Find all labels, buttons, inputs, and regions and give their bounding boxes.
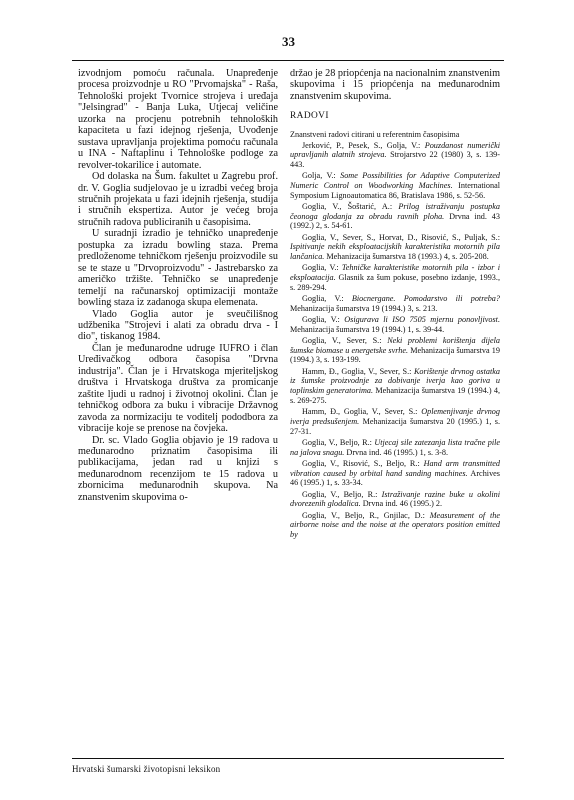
- reference-entry: [290, 490, 500, 509]
- reference-authors: Goglia, V., Beljo, R., Gnjilac, D.:: [302, 510, 425, 520]
- reference-title: Neki problemi korištenja dijela šumske biomase u energetske svrhe.: [290, 336, 501, 355]
- left-column: [78, 68, 278, 503]
- reference-title: Biocnergane. Pomodarstvo ili potreba?: [351, 294, 500, 304]
- page-number: 33: [282, 34, 295, 49]
- reference-title: Osigurava li ISO 7505 mjernu ponovljivost.: [344, 315, 500, 325]
- footer-rule: [72, 758, 504, 759]
- reference-entry: [290, 202, 500, 231]
- section-subheading: Znanstveni radovi citirani u referentnim časopisima: [290, 129, 460, 139]
- reference-title: Some Possibilities for Adaptive Computerized Numeric Control on Woodworking Machines.: [290, 171, 500, 190]
- reference-authors: Hamm, Đ., Goglia, V., Sever, S.:: [302, 407, 418, 417]
- paragraph: Dr. sc. Vlado Goglia objavio je 19 radova u međunarodno priznatim časopisima ili publikacijama, jedan rad u knjizi s međunarodnom recenzijom te 15 radova u zbornicima međunarodnih skupova. Na znanstvenim skupovima o-: [78, 434, 278, 503]
- reference-source: Drvna ind. 43 (1992.) 2, s. 54-61.: [290, 211, 500, 231]
- reference-authors: Hamm, Đ., Goglia, V., Sever, S.:: [302, 366, 412, 376]
- reference-source: Mehanizacija šumarstva 18 (1993.) 4, s. 205-208.: [326, 252, 489, 262]
- reference-title: Utjecaj sile zatezanja lista tračne pile na jalova snagu.: [290, 437, 501, 457]
- reference-authors: Goglia, V., Šoštarić, A.:: [302, 201, 393, 211]
- reference-entry: [290, 315, 500, 334]
- reference-authors: Golja, V.:: [302, 171, 336, 181]
- reference-authors: Goglia, V.:: [302, 315, 340, 325]
- paragraph: Od dolaska na Šum. fakultet u Zagrebu prof. dr. V. Goglia sudjelovao je u izradbi većeg broja stručnih projekata u fazi idejnih rješenja, studija i stručnih ekspertiza. Autor je većeg broja stručnih radova publiciranih u časopisima.: [78, 171, 278, 228]
- reference-title: Ispitivanje nekih eksploatacijskih karakteristika motornih pila lančanica.: [290, 242, 500, 262]
- right-column: [290, 68, 500, 541]
- reference-authors: Goglia, V., Sever, S.:: [302, 336, 382, 346]
- paragraph: izvodnjom pomoću računala. Unapređenje procesa proizvodnje u RO "Prvomajska" - Raša, Tehnološki projekt Tvornice strojeva i uređaja "Jelsingrad" - Banja Luka, Utjecaj veličine uzorka na procjenu potrebnih tehnoloških kapaciteta u fazi idejnog rješenja, Uvođenje sustava upravljanja projektima pomoću računala u INA - Naftaplinu i Tehnološke podloge za revolver-tokarilice i automate.: [78, 68, 278, 171]
- reference-title: Pouzdanost numerički upravljanih alatnih strojeva.: [290, 140, 501, 160]
- reference-source: Mehanizacija šumarstva 19 (1994.) 4, s. 269-275.: [290, 386, 501, 405]
- paragraph: U suradnji izradio je tehničko unapređenje postupka za izradu bowling staza. Prema predloženome tehničkom rješenju proizvodile su se te staze u "Drvoproizvodu" - Jastrebarsko za američko tržište. Tehničko se unapređenje temeljí na računarskoj optimizaciji montaže bowling staza iz zadanoga skupa elemenata.: [78, 228, 278, 309]
- reference-entry: [290, 336, 500, 365]
- reference-title: Istraživanje razine buke u okolini dvorezenih glodalica.: [290, 489, 500, 509]
- footer-text: Hrvatski šumarski životopisni leksikon: [72, 764, 221, 774]
- reference-entry: [290, 367, 500, 406]
- reference-source: Strojarstvo 22 (1980) 3, s. 139-443.: [290, 150, 500, 169]
- reference-source: Mehanizacija šumarstva 19 (1994.) 1, s. 39-44.: [290, 324, 445, 334]
- reference-entry: [290, 141, 500, 170]
- reference-authors: Goglia, V., Beljo, R.:: [302, 437, 372, 447]
- reference-source: Mehanizacija šumarstva 19 (1994.) 3, s. 193-199.: [290, 345, 500, 365]
- reference-authors: Goglia, V., Sever, S., Horvat, D., Risović, S., Puljak, S.:: [302, 232, 500, 242]
- paragraph: Član je međunarodne udruge IUFRO i član Uređivačkog odbora časopisa "Drvna industrija". Član je i Hrvatskoga mjeriteljskog društva i Hrvatskoga društva za promicanje zaštite ljudi u radnoj i životnoj okolini. Član je tehničkog odbora za buku i vibracije Državnog zavoda za normizaciju te voditelj pododbora za vibracije koje se prenose na čovjeka.: [78, 342, 278, 435]
- reference-source: Drvna ind. 46 (1995.) 1, s. 3-8.: [346, 447, 449, 457]
- reference-title: Oplemenjivanje drvnog iverja predsušenjem.: [290, 407, 500, 426]
- paragraph: Vlado Goglia autor je sveučilišnog udžbenika "Strojevi i alati za obradu drva - I dio", tiskanog 1984.: [78, 308, 278, 343]
- reference-entry: [290, 511, 500, 540]
- reference-source: Drvna ind. 46 (1995.) 2.: [362, 499, 443, 509]
- reference-authors: Jerković, P., Pesek, S., Golja, V.:: [302, 140, 421, 150]
- reference-source: Mehanizacija šumarstva 19 (1994.) 3, s. 213.: [290, 303, 438, 313]
- reference-source: Archives 46 (1995.) 1, s. 33-34.: [290, 468, 500, 488]
- reference-entry: [290, 407, 500, 436]
- paragraph: držao je 28 priopćenja na nacionalnim znanstvenim skupovima i 15 priopćenja na međunarodnim znanstvenim skupovima.: [290, 68, 500, 102]
- reference-source: Mehanizacija šumarstva 20 (1995.) 1, s. 27-31.: [290, 416, 500, 436]
- reference-source: International Symposium Lignoautomatica 86, Bratislava 1986, s. 52-56.: [290, 180, 501, 200]
- section-title: RADOVI: [290, 111, 329, 122]
- reference-title: Korištenje drvnog ostatka iz šumske proizvodnje za dobivanje iverja kao goriva u toplinskim generatorima.: [290, 366, 500, 396]
- reference-title: Measurement of the airborne noise and the noise at the operators position emitted by: [290, 510, 500, 539]
- reference-list: [290, 141, 500, 540]
- reference-title: Prilog istraživanju postupka čeonoga glodanja za obradu ravnih ploha.: [290, 201, 500, 221]
- reference-entry: [290, 263, 500, 292]
- reference-entry: [290, 233, 500, 262]
- reference-authors: Goglia, V., Risović, S., Beljo, R.:: [302, 458, 420, 468]
- reference-authors: Goglia, V., Beljo, R.:: [302, 489, 378, 499]
- reference-entry: [290, 294, 500, 313]
- reference-entry: [290, 171, 500, 200]
- reference-authors: Goglia, V.:: [302, 294, 344, 304]
- reference-entry: [290, 438, 500, 457]
- reference-source: Glasnik za šum pokuse, posebno izdanje, 1993., s. 289-294.: [290, 273, 500, 292]
- header-rule: [72, 60, 504, 61]
- reference-entry: [290, 459, 500, 488]
- reference-title: Tehničke karakteristike motornih pila - izbor i eksploatacija.: [290, 263, 500, 283]
- reference-authors: Goglia, V.:: [302, 263, 339, 273]
- reference-title: Hand arm transmitted vibration caused by orbital hand sanding machines.: [290, 458, 501, 478]
